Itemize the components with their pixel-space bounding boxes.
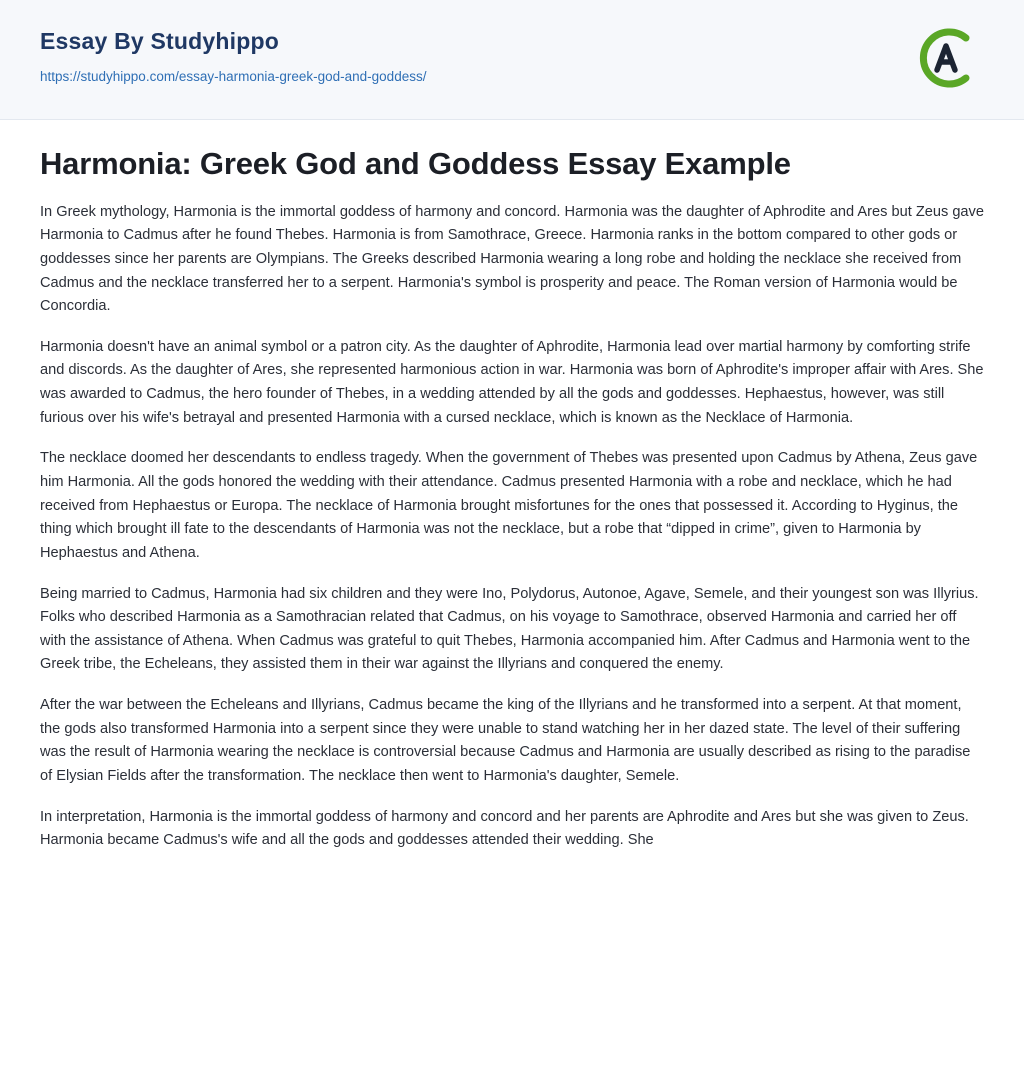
source-url[interactable]: https://studyhippo.com/essay-harmonia-greek-god-and-goddess/: [40, 69, 427, 84]
site-title: Essay By Studyhippo: [40, 28, 279, 54]
studyhippo-logo-icon[interactable]: [910, 22, 982, 94]
article-body: [0, 120, 1024, 883]
paragraph: The necklace doomed her descendants to endless tragedy. When the government of Thebes was presented upon Cadmus by Athena, Zeus gave him Harmonia. All the gods honored the wedding with their attendance. Cadmus presented Harmonia with a robe and necklace, which he had received from Hephaestus or Europa. The necklace of Harmonia brought misfortunes for the ones that possessed it. According to Hyginus, the thing which brought ill fate to the descendants of Harmonia was not the necklace, but a robe that “dipped in crime”, given to Harmonia by Hephaestus and Athena.: [40, 450, 978, 561]
paragraph: Harmonia doesn't have an animal symbol or a patron city. As the daughter of Aphrodite, Harmonia lead over martial harmony by comforting strife and discords. As the daughter of Ares, she represented harmonious action in war. Harmonia was born of Aphrodite's improper affair with Ares. She was awarded to Cadmus, the hero founder of Thebes, in a wedding attended by all the gods and goddesses. Hephaestus, however, was still furious over his wife's betrayal and presented Harmonia with a cursed necklace, which is known as the Necklace of Harmonia.: [40, 338, 984, 426]
page-header: [0, 0, 1024, 120]
paragraph: In interpretation, Harmonia is the immortal goddess of harmony and concord and her parents are Aphrodite and Ares but she was given to Zeus. Harmonia became Cadmus's wife and all the gods and goddesses attended their wedding. She: [40, 808, 969, 849]
page-title: Harmonia: Greek God and Goddess Essay Example: [40, 146, 791, 181]
paragraph: Being married to Cadmus, Harmonia had six children and they were Ino, Polydorus, Autonoe, Agave, Semele, and their youngest son was Illyrius. Folks who described Harmonia as a Samothracian related that Cadmus, on his voyage to Samothrace, observed Harmonia and carried her off with the assistance of Athena. When Cadmus was grateful to quit Thebes, Harmonia accompanied him. After Cadmus and Harmonia went to the Greek tribe, the Echeleans, they assisted them in their war against the Illyrians and conquered the enemy.: [40, 585, 979, 673]
paragraph: After the war between the Echeleans and Illyrians, Cadmus became the king of the Illyrians and he transformed into a serpent. At that moment, the gods also transformed Harmonia into a serpent since they were unable to stand watching her in her dazed state. The level of their suffering was the result of Harmonia wearing the necklace is controversial because Cadmus and Harmonia are usually described as rising to the paradise of Elysian Fields after the transformation. The necklace then went to Harmonia's daughter, Semele.: [40, 697, 971, 785]
paragraph: In Greek mythology, Harmonia is the immortal goddess of harmony and concord. Harmonia was the daughter of Aphrodite and Ares but Zeus gave Harmonia to Cadmus after he found Thebes. Harmonia is from Samothrace, Greece. Harmonia ranks in the bottom compared to other gods or goddesses since her parents are Olympians. The Greeks described Harmonia wearing a long robe and holding the necklace she received from Cadmus and the necklace transferred her to a serpent. Harmonia's symbol is prosperity and peace. The Roman version of Harmonia would be Concordia.: [40, 203, 984, 315]
